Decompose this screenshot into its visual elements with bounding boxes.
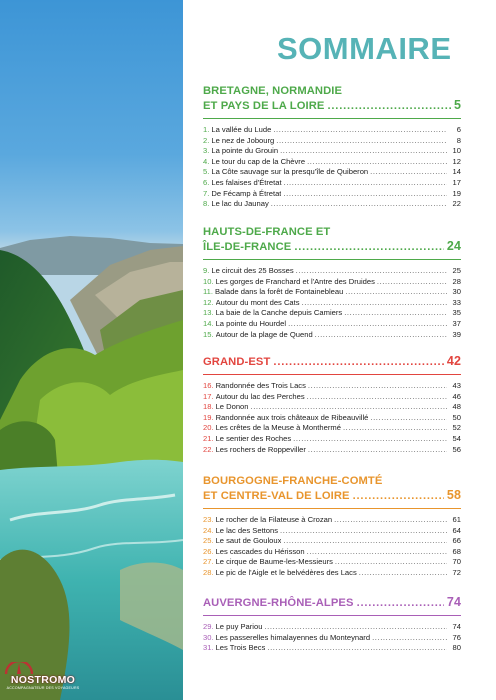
entry-page-number: 54 — [452, 433, 461, 443]
dot-leader — [334, 515, 447, 526]
dot-leader — [296, 266, 447, 277]
entry-page-number: 56 — [452, 444, 461, 454]
dot-leader — [267, 643, 447, 654]
dot-leader — [293, 434, 447, 445]
entry-page-number: 80 — [452, 643, 461, 653]
section-heading[interactable] — [203, 84, 461, 113]
entry-number: 19. — [203, 412, 214, 422]
entry-page-number: 76 — [452, 632, 461, 642]
entry-page-number: 28 — [452, 276, 461, 286]
entry-title: La vallée du Lude — [211, 125, 272, 134]
dot-leader — [294, 240, 444, 254]
entry-number: 10. — [203, 276, 214, 286]
toc-entry[interactable] — [203, 515, 461, 526]
entry-page-number: 22 — [452, 199, 461, 209]
section-title-line: BOURGOGNE-FRANCHE-COMTÉ — [203, 475, 383, 487]
section-title-line: ÎLE-DE-FRANCE — [203, 241, 292, 253]
entry-title: Randonnée des Trois Lacs — [215, 381, 306, 390]
toc-section — [203, 595, 461, 654]
toc-entry[interactable] — [203, 178, 461, 189]
entry-title: La pointe du Hourdel — [215, 318, 287, 328]
entry-page-number: 43 — [452, 381, 461, 390]
entry-title: La baie de la Canche depuis Camiers — [215, 308, 343, 318]
section-heading[interactable] — [203, 354, 461, 369]
section-title-line: AUVERGNE-RHÔNE-ALPES — [203, 597, 354, 609]
entry-number: 1. — [203, 125, 210, 134]
entry-page-number: 8 — [456, 135, 461, 145]
entry-page-number: 6 — [456, 125, 461, 134]
dot-leader — [307, 392, 447, 403]
dot-leader — [288, 319, 447, 330]
entry-number: 16. — [203, 381, 214, 390]
section-page-number: 5 — [453, 98, 461, 112]
entry-number: 18. — [203, 402, 214, 412]
section-title-line: BRETAGNE, NORMANDIE — [203, 85, 343, 97]
entry-page-number: 72 — [452, 567, 461, 577]
dot-leader — [273, 125, 447, 136]
entry-title: Balade dans la forêt de Fontainebleau — [215, 287, 344, 297]
section-page-number: 42 — [446, 354, 461, 368]
toc-section — [203, 225, 461, 340]
entry-title: Les falaises d'Étretat — [211, 177, 282, 187]
entry-number: 31. — [203, 643, 214, 653]
toc-entry[interactable] — [203, 568, 461, 579]
toc-entry[interactable] — [203, 189, 461, 200]
dot-leader — [335, 557, 447, 568]
entry-number: 29. — [203, 622, 214, 631]
entry-page-number: 48 — [452, 402, 461, 412]
entry-number: 23. — [203, 515, 214, 524]
toc-entry[interactable] — [203, 330, 461, 341]
entry-page-number: 30 — [452, 287, 461, 297]
toc-entry[interactable] — [203, 445, 461, 456]
entry-title: Les gorges de Franchard et l'Antre des Druides — [215, 276, 375, 286]
entry-number: 5. — [203, 167, 210, 177]
dot-leader — [307, 547, 447, 558]
entry-title: Le lac des Settons — [215, 525, 279, 535]
toc-entry[interactable] — [203, 287, 461, 298]
entry-number: 2. — [203, 135, 210, 145]
entry-title: Les cascades du Hérisson — [215, 546, 305, 556]
toc-entry[interactable] — [203, 266, 461, 277]
section-divider — [203, 508, 461, 509]
toc-entry[interactable] — [203, 125, 461, 136]
dot-leader — [273, 355, 443, 369]
section-divider — [203, 118, 461, 119]
entry-title: Autour de la plage de Quend — [215, 329, 313, 339]
entry-title: Le sentier des Roches — [215, 433, 292, 443]
entry-page-number: 68 — [452, 546, 461, 556]
toc-section — [203, 354, 461, 455]
dot-leader — [283, 536, 447, 547]
dot-leader — [357, 596, 444, 610]
cover-photo — [0, 0, 183, 700]
toc-entry[interactable] — [203, 547, 461, 558]
dot-leader — [280, 526, 447, 537]
entry-number: 13. — [203, 308, 214, 318]
dot-leader — [372, 633, 447, 644]
entry-number: 15. — [203, 329, 214, 339]
toc-entry[interactable] — [203, 536, 461, 547]
entry-number: 9. — [203, 266, 210, 275]
entry-number: 28. — [203, 567, 214, 577]
entry-number: 3. — [203, 146, 210, 156]
section-title-line: HAUTS-DE-FRANCE ET — [203, 226, 331, 238]
compass-emblem-icon — [4, 662, 34, 676]
entry-title: Autour du mont des Cats — [215, 297, 300, 307]
entry-title: De Fécamp à Étretat — [211, 188, 282, 198]
section-title-line: ET CENTRE-VAL DE LOIRE — [203, 490, 350, 502]
entry-title: Le lac du Jaunay — [211, 199, 269, 209]
section-title-line: GRAND-EST — [203, 356, 271, 368]
dot-leader — [315, 330, 447, 341]
section-title-line: ET PAYS DE LA LOIRE — [203, 100, 325, 112]
dot-leader — [308, 445, 447, 456]
entry-number: 14. — [203, 318, 214, 328]
entry-title: La Côte sauvage sur la presqu'île de Quiberon — [211, 167, 369, 177]
entry-number: 26. — [203, 546, 214, 556]
entry-page-number: 10 — [452, 146, 461, 156]
dot-leader — [377, 277, 447, 288]
entry-title: Les passerelles himalayennes du Monteynard — [215, 632, 371, 642]
dot-leader — [327, 99, 450, 113]
entry-page-number: 14 — [452, 167, 461, 177]
entry-title: Les Trois Becs — [215, 643, 266, 653]
entry-page-number: 66 — [452, 536, 461, 546]
section-page-number: 58 — [446, 488, 461, 502]
section-heading[interactable] — [203, 225, 461, 254]
entry-page-number: 46 — [452, 391, 461, 401]
dot-leader — [283, 189, 447, 200]
entry-title: Autour du lac des Perches — [215, 391, 305, 401]
entry-page-number: 25 — [452, 266, 461, 275]
page-title: SOMMAIRE — [277, 31, 452, 66]
dot-leader — [307, 157, 447, 168]
dot-leader — [276, 136, 447, 147]
section-page-number: 74 — [446, 595, 461, 609]
toc-entry[interactable] — [203, 199, 461, 210]
entry-page-number: 12 — [452, 156, 461, 166]
toc-entry[interactable] — [203, 402, 461, 413]
entry-page-number: 39 — [452, 329, 461, 339]
toc-section — [203, 474, 461, 579]
publisher-logo — [4, 662, 82, 694]
toc-entry[interactable] — [203, 381, 461, 392]
entry-number: 24. — [203, 525, 214, 535]
toc-entry[interactable] — [203, 526, 461, 537]
entry-page-number: 61 — [452, 515, 461, 524]
toc-entry[interactable] — [203, 277, 461, 288]
dot-leader — [343, 423, 447, 434]
section-heading[interactable] — [203, 595, 461, 610]
toc-entry[interactable] — [203, 146, 461, 157]
entry-title: Les rochers de Roppeviller — [215, 444, 306, 454]
section-page-number: 24 — [446, 239, 461, 253]
section-divider — [203, 259, 461, 260]
entry-page-number: 17 — [452, 177, 461, 187]
entry-title: Le pic de l'Aigle et le belvédères des Lacs — [215, 567, 357, 577]
entry-title: Les crêtes de la Meuse à Monthermé — [215, 423, 341, 433]
toc-entry[interactable] — [203, 413, 461, 424]
dot-leader — [271, 199, 447, 210]
entry-page-number: 74 — [452, 622, 461, 631]
entry-page-number: 35 — [452, 308, 461, 318]
dot-leader — [308, 381, 447, 392]
logo-name: NOSTROMO — [10, 674, 76, 686]
entry-page-number: 19 — [452, 188, 461, 198]
entry-title: Le rocher de la Filateuse à Crozan — [215, 515, 333, 524]
toc-entry[interactable] — [203, 157, 461, 168]
entry-number: 7. — [203, 188, 210, 198]
dot-leader — [251, 402, 448, 413]
entry-number: 25. — [203, 536, 214, 546]
toc-entry[interactable] — [203, 643, 461, 654]
entry-title: Le Donon — [215, 402, 249, 412]
toc-entry[interactable] — [203, 622, 461, 633]
entry-title: La pointe du Grouin — [211, 146, 279, 156]
entry-number: 11. — [203, 287, 213, 297]
entry-number: 21. — [203, 433, 214, 443]
entry-title: Le nez de Jobourg — [211, 135, 275, 145]
section-heading[interactable] — [203, 474, 461, 503]
landscape-illustration — [0, 0, 183, 700]
toc-entry[interactable] — [203, 319, 461, 330]
dot-leader — [284, 178, 447, 189]
toc-entry[interactable] — [203, 298, 461, 309]
entry-page-number: 64 — [452, 525, 461, 535]
toc-entry[interactable] — [203, 392, 461, 403]
entry-number: 12. — [203, 297, 214, 307]
toc-entry[interactable] — [203, 308, 461, 319]
toc-entry[interactable] — [203, 423, 461, 434]
section-divider — [203, 615, 461, 616]
entry-number: 17. — [203, 391, 214, 401]
entry-page-number: 52 — [452, 423, 461, 433]
entry-title: Le circuit des 25 Bosses — [211, 266, 294, 275]
toc-entry[interactable] — [203, 434, 461, 445]
dot-leader — [280, 146, 447, 157]
dot-leader — [344, 308, 447, 319]
entry-page-number: 70 — [452, 557, 461, 567]
toc-entry[interactable] — [203, 167, 461, 178]
toc-entry[interactable] — [203, 136, 461, 147]
entry-page-number: 50 — [452, 412, 461, 422]
toc-entry[interactable] — [203, 633, 461, 644]
dot-leader — [370, 413, 447, 424]
dot-leader — [345, 287, 447, 298]
entry-title: Le cirque de Baume-les-Messieurs — [215, 557, 333, 567]
entry-title: Le tour du cap de la Chèvre — [211, 156, 306, 166]
entry-number: 6. — [203, 177, 210, 187]
dot-leader — [264, 622, 447, 633]
entry-title: Le puy Pariou — [215, 622, 263, 631]
dot-leader — [353, 489, 444, 503]
entry-number: 22. — [203, 444, 214, 454]
table-of-contents — [183, 0, 496, 700]
dot-leader — [302, 298, 447, 309]
entry-number: 8. — [203, 199, 210, 209]
entry-page-number: 37 — [452, 318, 461, 328]
toc-section — [203, 84, 461, 210]
entry-number: 4. — [203, 156, 210, 166]
entry-title: Le saut de Gouloux — [215, 536, 282, 546]
entry-page-number: 33 — [452, 297, 461, 307]
logo-tagline: ACCOMPAGNATEUR DES VOYAGEURS — [6, 686, 80, 690]
section-divider — [203, 374, 461, 375]
entry-number: 20. — [203, 423, 214, 433]
entry-title: Randonnée aux trois châteaux de Ribeauvillé — [215, 412, 369, 422]
dot-leader — [370, 167, 447, 178]
toc-entry[interactable] — [203, 557, 461, 568]
entry-number: 30. — [203, 632, 214, 642]
entry-number: 27. — [203, 557, 214, 567]
dot-leader — [359, 568, 447, 579]
